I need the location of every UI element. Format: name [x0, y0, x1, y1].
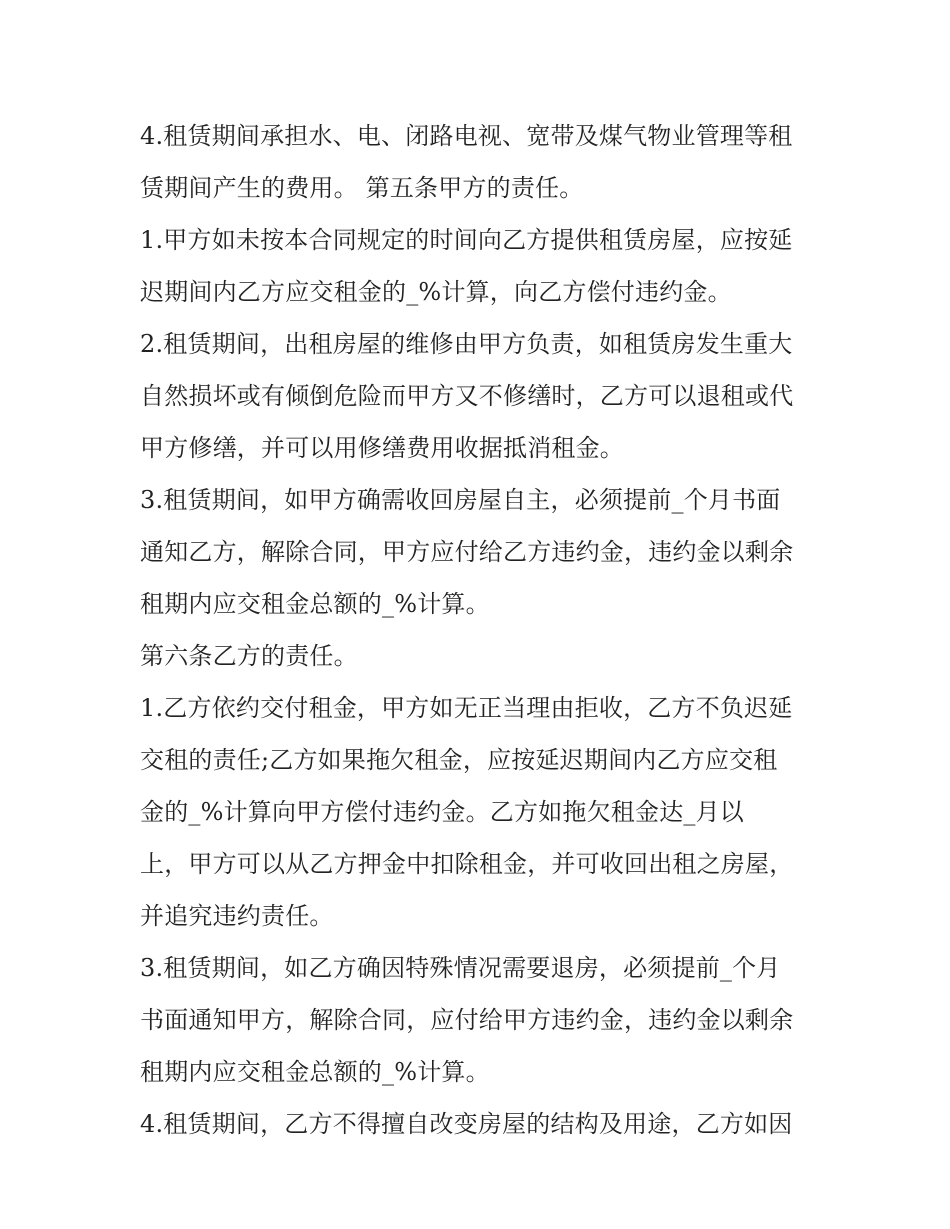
text-line: 租期内应交租金总额的_%计算。 — [140, 1058, 490, 1086]
text-line: 赁期间产生的费用。 第五条甲方的责任。 — [140, 174, 584, 202]
text-line: 迟期间内乙方应交租金的_%计算，向乙方偿付违约金。 — [140, 278, 732, 306]
text-line: 1.乙方依约交付租金，甲方如无正当理由拒收，乙方不负迟延 — [140, 694, 793, 722]
text-line: 书面通知甲方，解除合同，应付给甲方违约金，违约金以剩余 — [140, 1006, 794, 1034]
text-line: 租期内应交租金总额的_%计算。 — [140, 590, 490, 618]
text-line: 3.租赁期间，如乙方确因特殊情况需要退房，必须提前_个月 — [140, 954, 781, 982]
text-line: 金的_%计算向甲方偿付违约金。乙方如拖欠租金达_月以 — [140, 798, 745, 826]
text-line: 上，甲方可以从乙方押金中扣除租金，并可收回出租之房屋， — [140, 850, 794, 878]
text-line: 4.租赁期间，乙方不得擅自改变房屋的结构及用途，乙方如因 — [140, 1110, 793, 1138]
text-line: 自然损坏或有倾倒危险而甲方又不修缮时，乙方可以退租或代 — [140, 382, 794, 410]
text-line: 1.甲方如未按本合同规定的时间向乙方提供租赁房屋，应按延 — [140, 226, 793, 254]
text-line: 并追究违约责任。 — [140, 902, 334, 930]
text-line: 交租的责任;乙方如果拖欠租金，应按延迟期间内乙方应交租 — [140, 746, 778, 774]
text-line: 甲方修缮，并可以用修缮费用收据抵消租金。 — [140, 434, 624, 462]
text-line: 4.租赁期间承担水、电、闭路电视、宽带及煤气物业管理等租 — [140, 122, 793, 150]
contract-text-body — [140, 110, 830, 1150]
text-line: 通知乙方，解除合同，甲方应付给乙方违约金，违约金以剩余 — [140, 538, 794, 566]
text-line: 2.租赁期间，出租房屋的维修由甲方负责，如租赁房发生重大 — [140, 330, 793, 358]
text-line: 3.租赁期间，如甲方确需收回房屋自主，必须提前_个月书面 — [140, 486, 781, 514]
section-heading: 第六条乙方的责任。 — [140, 642, 358, 670]
